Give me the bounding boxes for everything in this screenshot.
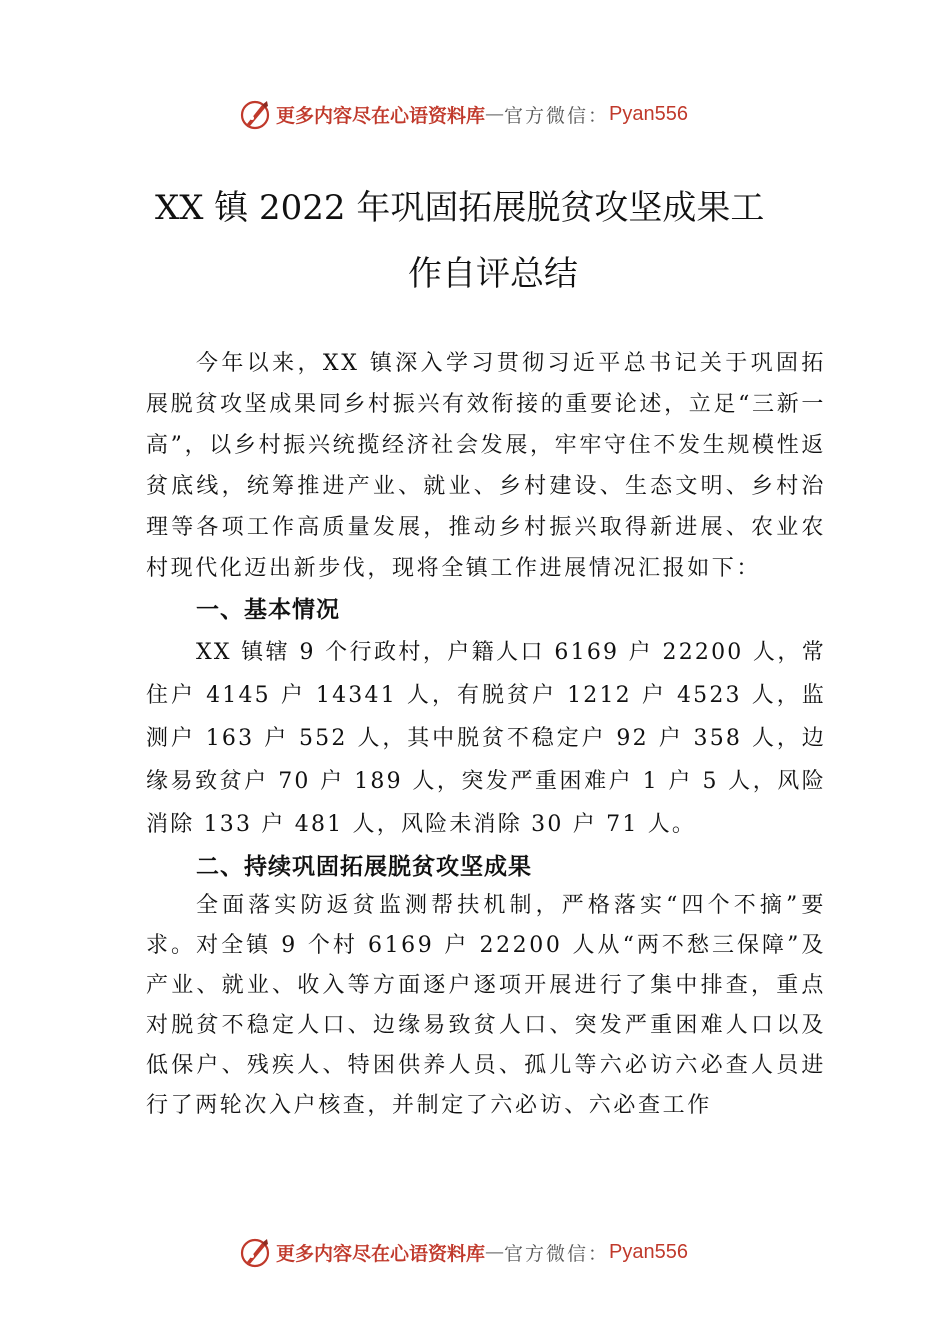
intro-paragraph: 今年以来，XX 镇深入学习贯彻习近平总书记关于巩固拓展脱贫攻坚成果同乡村振兴有效衔接的重要论述，立足“三新一高”，以乡村振兴统揽经济社会发展，牢牢守住不发生规模性返贫底线，统筹推进产业、就业、乡村建设、生态文明、乡村治理等各项工作高质量发展，推动乡村振兴取得新进展、农业农村现代化迈出新步伐，现将全镇工作进展情况汇报如下：: [146, 351, 826, 581]
pen-circle-logo-icon: [238, 97, 272, 131]
document-title-line2: 作自评总结: [408, 254, 578, 294]
watermark-wechat-label: 官方微信：: [504, 104, 610, 127]
section2-paragraph: 全面落实防返贫监测帮扶机制，严格落实“四个不摘”要求。对全镇 9 个村 6169 户 22200 人从“两不愁三保障”及产业、就业、收入等方面逐户逐项开展进行了集中排查，重点对脱贫不稳定人口、边缘易致贫人口、突发严重困难人口以及低保户、残疾人、特困供养人员、孤儿等六必访六必查人员进行了两轮次入户核查，并制定了六必访、六必查工作: [146, 893, 826, 1118]
watermark-slogan: 更多内容尽在心语资料库: [276, 104, 486, 127]
watermark-account-id: Pyan556: [609, 102, 688, 125]
watermark-wechat-label: 官方微信：: [504, 1242, 610, 1265]
document-title-line1: XX 镇 2022 年巩固拓展脱贫攻坚成果工: [155, 188, 765, 228]
section1-heading: 一、基本情况: [196, 597, 340, 623]
pen-circle-logo-icon: [238, 1235, 272, 1269]
watermark-account-id: Pyan556: [609, 1240, 688, 1263]
section2-heading: 二、持续巩固拓展脱贫攻坚成果: [196, 854, 532, 880]
header-watermark: [238, 96, 688, 132]
watermark-slogan: 更多内容尽在心语资料库: [276, 1242, 486, 1265]
watermark-dash: —: [485, 103, 505, 125]
watermark-dash: —: [485, 1241, 505, 1263]
section1-paragraph: XX 镇辖 9 个行政村，户籍人口 6169 户 22200 人，常住户 4145 户 14341 人，有脱贫户 1212 户 4523 人，监测户 163 户 552 人，其中脱贫不稳定户 92 户 358 人，边缘易致贫户 70 户 189 人，突发严重困难户 1 户 5 人，风险消除 133 户 481 人，风险未消除 30 户 71 人。: [146, 640, 826, 837]
footer-watermark: [238, 1234, 688, 1270]
